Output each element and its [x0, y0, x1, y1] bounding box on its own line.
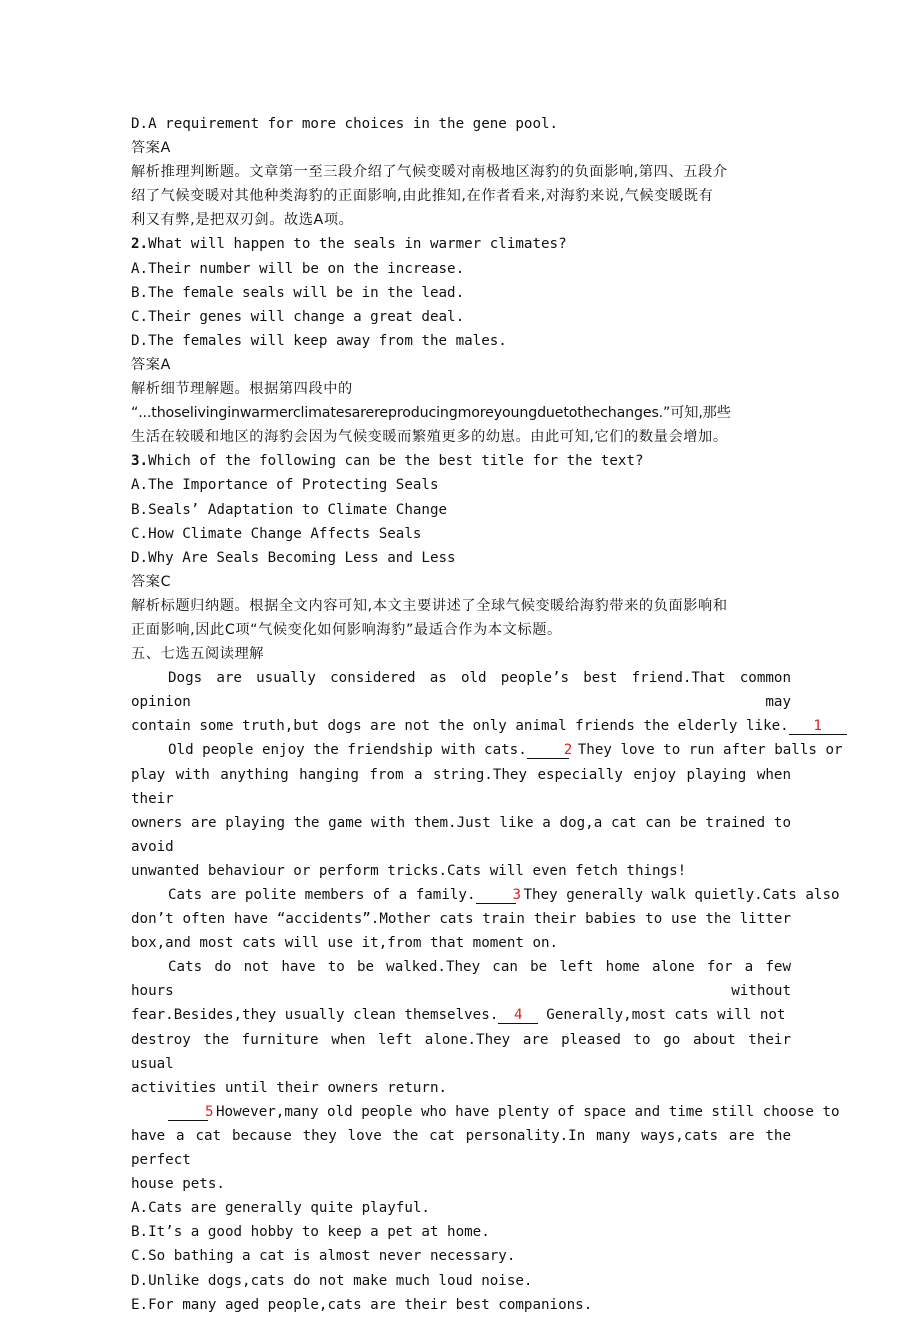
document-page	[131, 112, 843, 1317]
passage-text: They love to run after balls or	[577, 742, 843, 759]
passage-text: They generally walk quietly.Cats also	[523, 887, 840, 903]
q1-analysis-line: 利又有弊,是把双刃剑。故选A项。	[131, 212, 354, 229]
q1-answer: 答案A	[131, 140, 171, 157]
passage-line: Dogs are usually considered as old people’s best friend.That common opinion may	[131, 670, 791, 711]
passage-line: play with anything hanging from a string.They especially enjoy playing when their	[131, 766, 791, 807]
passage-line: unwanted behaviour or perform tricks.Cats will even fetch things!	[131, 862, 687, 879]
q3-stem-text: Which of the following can be the best title for the text?	[148, 453, 644, 470]
q2-stem-text: What will happen to the seals in warmer climates?	[148, 236, 567, 253]
passage-text: Cats are polite members of a family.	[168, 887, 476, 903]
choice-option: D.Unlike dogs,cats do not make much loud noise.	[131, 1272, 533, 1289]
q3-answer: 答案C	[131, 573, 172, 590]
passage-line: have a cat because they love the cat personality.In many ways,cats are the perfect	[131, 1127, 791, 1169]
passage-text: Old people enjoy the friendship with cats.	[168, 742, 527, 759]
q3-option: D.Why Are Seals Becoming Less and Less	[131, 549, 456, 566]
blank-2[interactable]: 2	[527, 742, 569, 759]
choice-option: A.Cats are generally quite playful.	[131, 1200, 430, 1217]
q2-option: B.The female seals will be in the lead.	[131, 284, 465, 301]
q2-analysis-quote: “...thoselivinginwarmerclimatesarereproducingmoreyoungduetothechanges.”可知,那些	[131, 405, 731, 422]
q2-answer: 答案A	[131, 356, 171, 373]
q2-analysis-line: 解析细节理解题。根据第四段中的	[131, 381, 353, 398]
q2-number: 2.	[131, 236, 149, 253]
q3-stem	[131, 449, 791, 473]
passage-text: However,many old people who have plenty of space and time still choose to	[216, 1103, 840, 1120]
q2-stem	[131, 232, 791, 256]
passage-text: fear.Besides,they usually clean themselves.	[131, 1007, 499, 1024]
q3-option: C.How Climate Change Affects Seals	[131, 525, 422, 542]
passage-line	[131, 1003, 791, 1027]
passage-line: Cats do not have to be walked.They can be left home alone for a few hours without	[131, 959, 791, 1000]
q3-option: B.Seals’ Adaptation to Climate Change	[131, 501, 448, 518]
blank-1[interactable]: 1	[789, 718, 847, 735]
choice-option: B.It’s a good hobby to keep a pet at home.	[131, 1224, 490, 1241]
q2-option: D.The females will keep away from the males.	[131, 332, 507, 349]
q1-analysis-line: 解析推理判断题。文章第一至三段介绍了气候变暖对南极地区海豹的负面影响,第四、五段介	[131, 164, 728, 181]
passage-line: owners are playing the game with them.Just like a dog,a cat can be trained to avoid	[131, 814, 791, 855]
q1-analysis-line: 绍了气候变暖对其他种类海豹的正面影响,由此推知,在作者看来,对海豹来说,气候变暖既有	[131, 188, 714, 205]
passage-line	[131, 883, 840, 907]
choice-option: E.For many aged people,cats are their best companions.	[131, 1296, 593, 1313]
q2-option: C.Their genes will change a great deal.	[131, 308, 465, 325]
passage-line	[131, 1100, 840, 1124]
blank-4[interactable]: 4	[498, 1007, 538, 1024]
passage-text: Generally,most cats will not	[546, 1007, 786, 1024]
q1-option-d: D.A requirement for more choices in the gene pool.	[131, 116, 559, 132]
q2-analysis-line: 生活在较暖和地区的海豹会因为气候变暖而繁殖更多的幼崽。由此可知,它们的数量会增加。	[131, 429, 728, 446]
passage-line: activities until their owners return.	[131, 1079, 448, 1096]
q3-number: 3.	[131, 453, 149, 470]
q3-analysis-line: 解析标题归纳题。根据全文内容可知,本文主要讲述了全球气候变暖给海豹带来的负面影响和	[131, 597, 728, 614]
q3-option: A.The Importance of Protecting Seals	[131, 477, 439, 494]
passage-line	[131, 738, 843, 762]
section-heading: 五、七选五阅读理解	[131, 646, 265, 663]
passage-text: contain some truth,but dogs are not the only animal friends the elderly like.	[131, 718, 789, 735]
q2-option: A.Their number will be on the increase.	[131, 260, 465, 277]
passage-line	[131, 714, 822, 738]
passage-line: destroy the furniture when left alone.They are pleased to go about their usual	[131, 1031, 791, 1072]
blank-5[interactable]: 5	[168, 1104, 208, 1121]
passage-line: box,and most cats will use it,from that moment on.	[131, 935, 559, 952]
passage-line: house pets.	[131, 1176, 225, 1193]
q3-analysis-line: 正面影响,因此C项“气候变化如何影响海豹”最适合作为本文标题。	[131, 621, 562, 638]
passage-line: don’t often have “accidents”.Mother cats train their babies to use the litter	[131, 911, 791, 928]
blank-3[interactable]: 3	[476, 887, 516, 904]
choice-option: C.So bathing a cat is almost never necessary.	[131, 1248, 516, 1265]
